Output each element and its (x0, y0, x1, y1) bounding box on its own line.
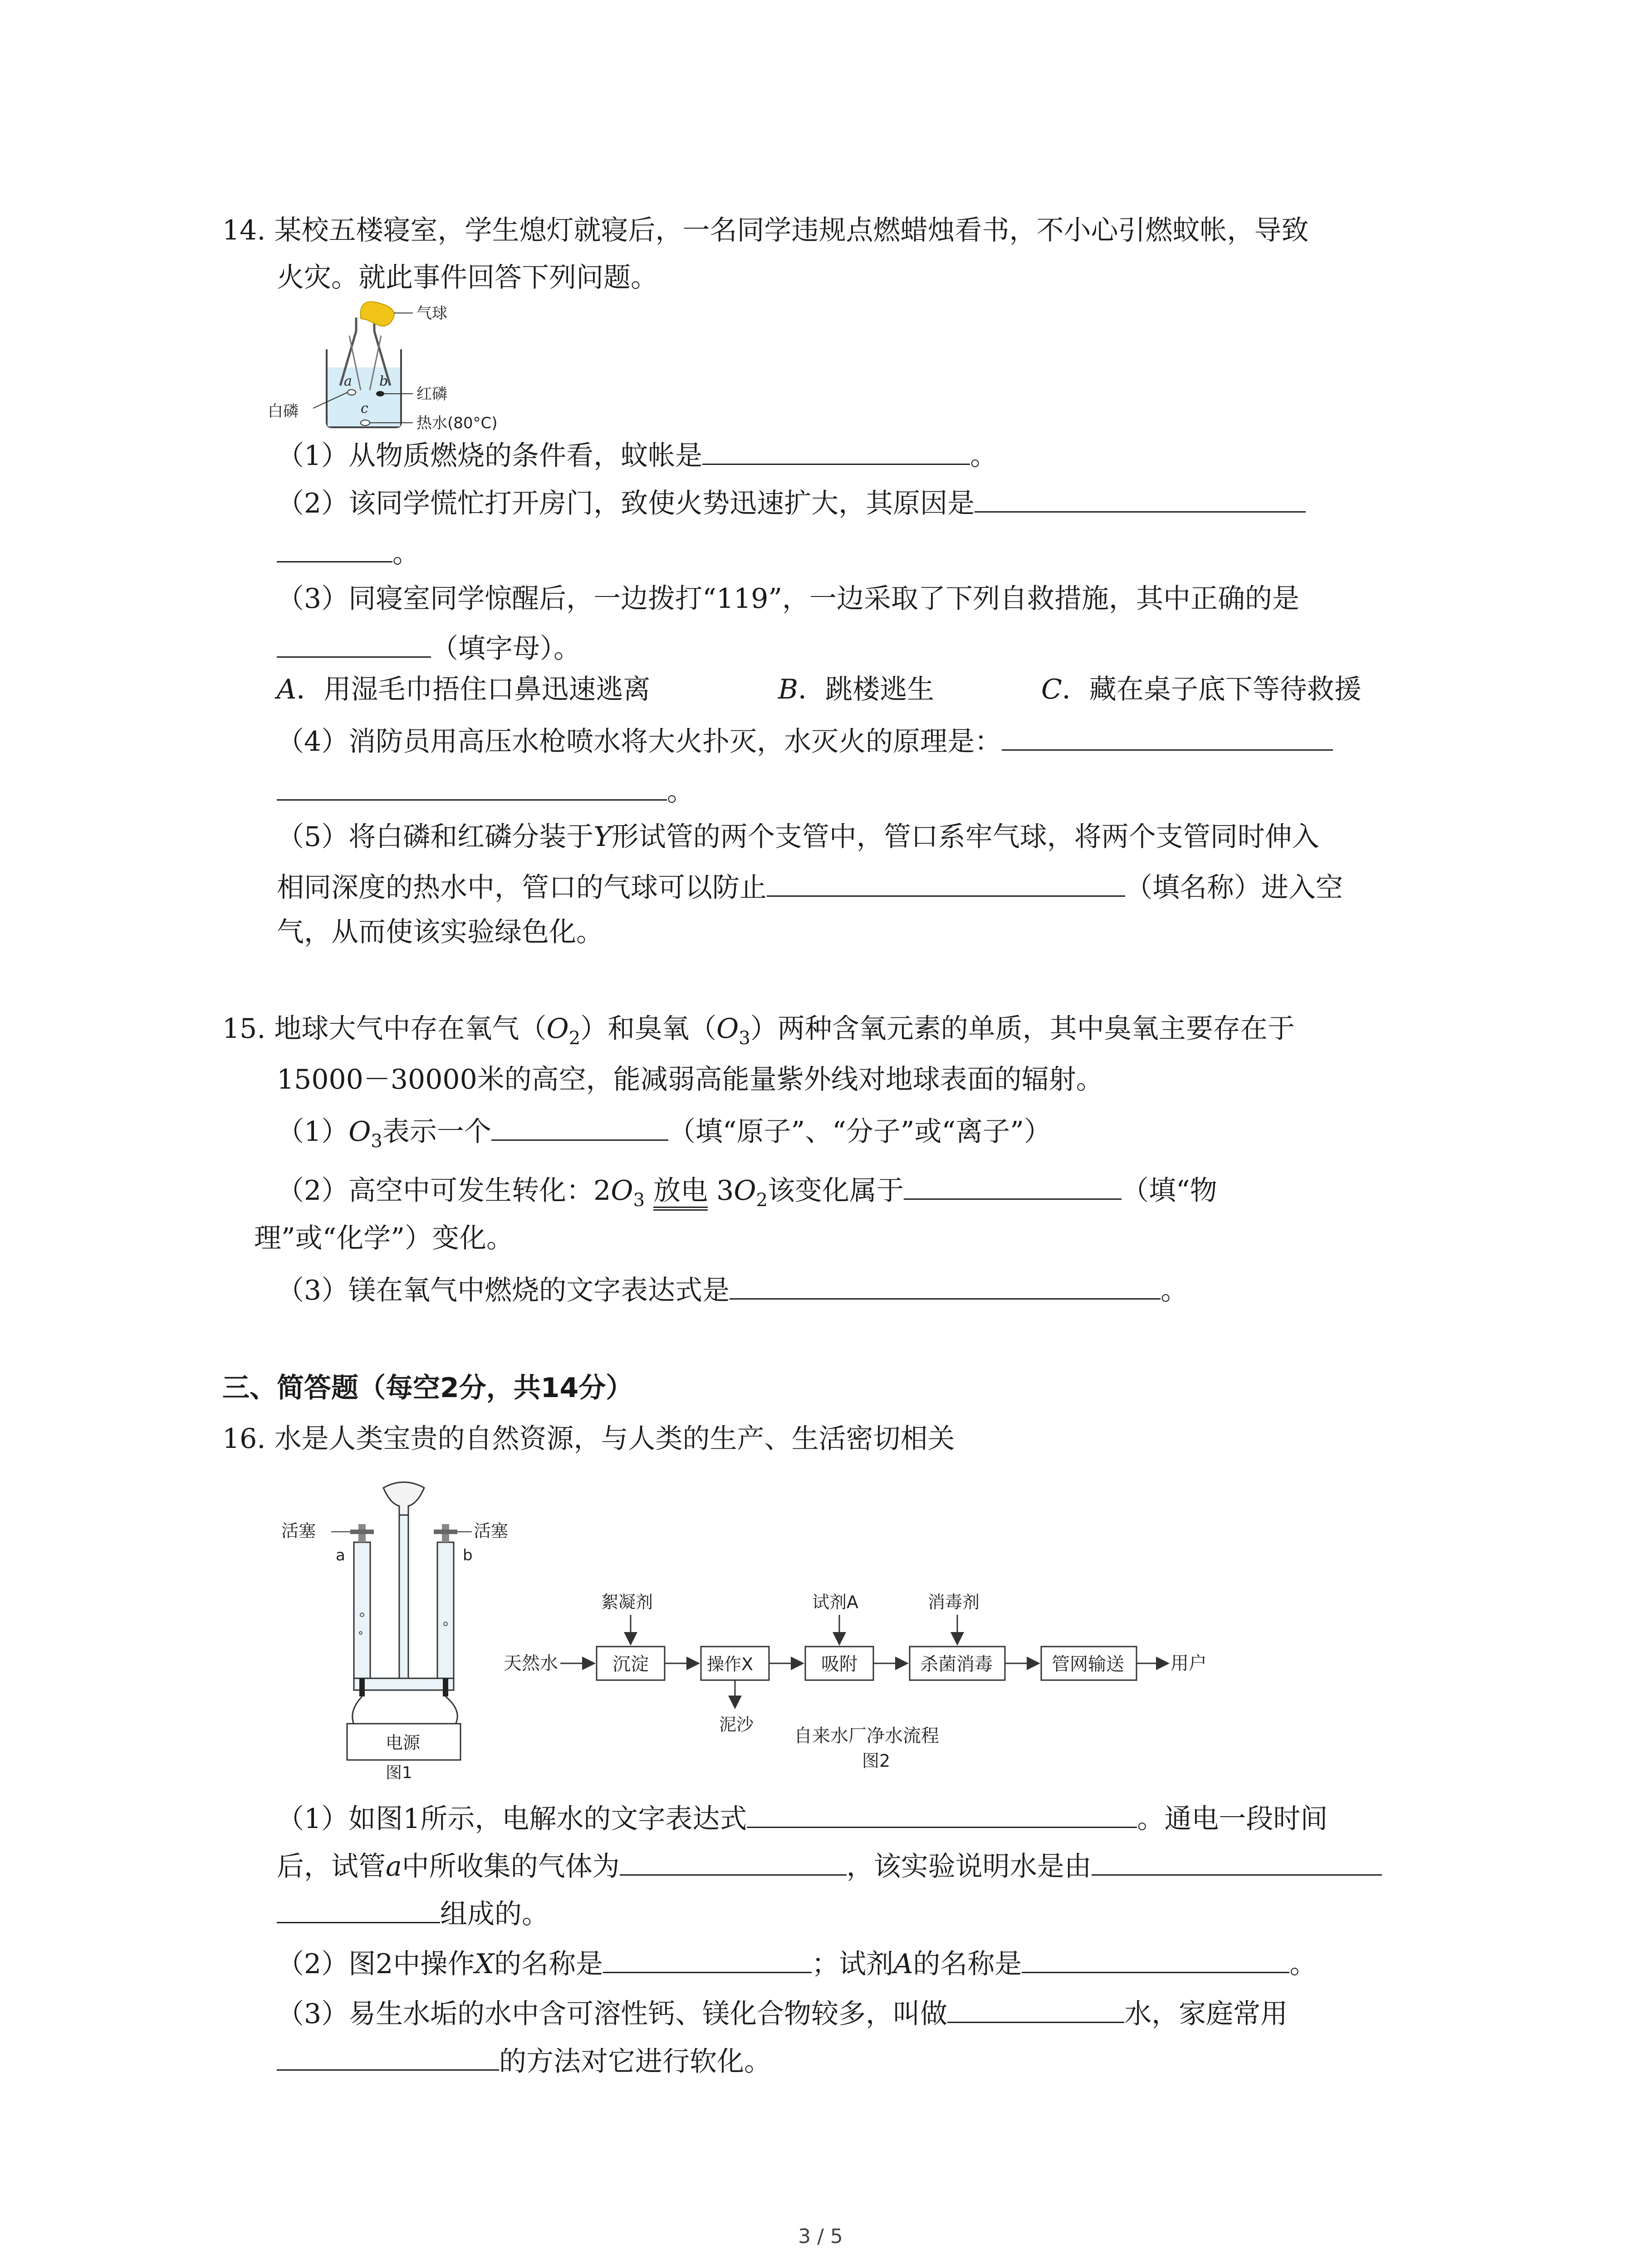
q14-part4: （4）消防员用高压水枪喷水将大火扑灭，水灭火的原理是： (277, 721, 1333, 760)
step-sedimentation: 沉淀 (612, 1654, 649, 1675)
answer-blank[interactable] (1092, 1846, 1382, 1876)
tube-b-label: b (463, 1546, 473, 1564)
byproduct-silt: 泥沙 (719, 1715, 754, 1735)
answer-blank[interactable] (277, 533, 392, 562)
q14-stem-line1: 14. 某校五楼寝室，学生熄灯就寝后，一名同学违规点燃蜡烛看书，不小心引燃蚊帐，导致 (222, 215, 1309, 246)
q16-part2: （2）图2中操作X的名称是 ；试剂A的名称是 。 (277, 1944, 1317, 1982)
step-adsorption: 吸附 (821, 1654, 857, 1675)
q16-part3: （3）易生水垢的水中含可溶性钙、镁化合物较多，叫做 水，家庭常用 (277, 1994, 1288, 2032)
q15-part3: （3）镁在氧气中燃烧的文字表达式是 。 (277, 1270, 1188, 1309)
q14-part3: （3）同寝室同学惊醒后，一边拨打“119”，一边采取了下列自救措施，其中正确的是 (277, 583, 1300, 615)
answer-blank[interactable] (904, 1170, 1122, 1200)
reaction-condition: 放电 (653, 1175, 708, 1211)
reagent-flocculant: 絮凝剂 (601, 1592, 653, 1612)
sink-users: 用户 (1171, 1653, 1207, 1674)
q14-part1: （1）从物质燃烧的条件看，蚊帐是 。 (277, 435, 997, 474)
step-pipeline: 管网输送 (1052, 1654, 1124, 1675)
q14-part5-line3: 气，从而使该实验绿色化。 (277, 916, 603, 948)
power-supply-label: 电源 (386, 1733, 421, 1753)
q14-option-c: C．藏在桌子底下等待救援 (1041, 674, 1362, 705)
y-tube-figure (268, 299, 558, 431)
q15-part1: $(1)O_3$表示一个 （填“原子”、“分子”或“离子”） (277, 1111, 1051, 1150)
figure1-caption: 图1 (386, 1764, 412, 1782)
answer-blank[interactable] (975, 483, 1306, 513)
answer-blank[interactable] (277, 2041, 499, 2071)
answer-blank[interactable] (1022, 1944, 1289, 1973)
q15-stem-line1: 15. 地球大气中存在氧气$(O_2)$和臭氧$(O_3)$两种含氧元素的单质，其中臭氧主要存在于 (222, 1013, 1295, 1049)
answer-blank[interactable] (277, 628, 431, 658)
answer-blank[interactable] (603, 1944, 812, 1973)
answer-blank[interactable] (947, 1994, 1124, 2023)
q14-option-b: B．跳楼逃生 (778, 674, 935, 705)
figure2-caption: 图2 (862, 1751, 891, 1771)
tube-a-label: a (336, 1546, 345, 1564)
q16-stem: 16. 水是人类宝贵的自然资源，与人类的生产、生活密切相关 (222, 1423, 955, 1455)
answer-blank[interactable] (702, 435, 970, 465)
fig-label-white-phosphorus: 白磷 (268, 402, 299, 420)
q14-part5: （5）将白磷和红磷分装于Y形试管的两个支管中，管口系牢气球，将两个支管同时伸入 (277, 821, 1319, 853)
stopcock-right-label: 活塞 (474, 1521, 509, 1541)
fig-label-hot-water: 热水(80°C) (416, 414, 498, 431)
page-number: 3 / 5 (798, 2225, 843, 2248)
answer-blank[interactable] (620, 1846, 847, 1876)
section-title: 三、简答题（每空2分，共14分） (222, 1372, 633, 1404)
fig-label-c: c (361, 401, 368, 416)
flowchart-title: 自来水厂净水流程 (794, 1725, 939, 1746)
answer-blank[interactable] (277, 1894, 440, 1923)
q15-part2: （2）高空中可发生转化：$2O_3$ 放电 $3O_2$该变化属于 （填“物 (277, 1170, 1217, 1211)
answer-blank[interactable] (730, 1270, 1161, 1300)
answer-blank[interactable] (767, 867, 1125, 897)
q16-part3-line2: 的方法对它进行软化。 (277, 2041, 771, 2080)
q16-part1-line3: 组成的。 (277, 1894, 549, 1932)
source-natural-water: 天然水 (504, 1653, 558, 1674)
q16-part1: （1）如图1所示，电解水的文字表达式 。通电一段时间 (277, 1799, 1327, 1837)
q15-stem-line2: 15000－30000米的高空，能减弱高能量紫外线对地球表面的辐射。 (277, 1064, 1103, 1095)
step-disinfection: 杀菌消毒 (920, 1654, 993, 1675)
q14-part5-line2: 相同深度的热水中，管口的气球可以防止 （填名称）进入空 (277, 867, 1343, 906)
q14-part3-cont: （填字母）。 (277, 628, 581, 667)
reagent-a: 试剂A (812, 1592, 858, 1612)
balloon-shape (361, 302, 394, 326)
q14-stem-line2: 火灾。就此事件回答下列问题。 (277, 262, 658, 293)
q14-part4-cont: 。 (277, 771, 694, 810)
q14-part2-cont: 。 (277, 533, 420, 572)
step-operation-x: 操作X (707, 1654, 754, 1674)
fig-label-b: b (379, 373, 388, 389)
electrolysis-figure (272, 1479, 526, 1783)
q14-part2: （2）该同学慌忙打开房门，致使火势迅速扩大，其原因是 (277, 483, 1306, 522)
q14-option-a: A．用湿毛巾捂住口鼻迅速逃离 (277, 674, 651, 705)
q16-part1-line2: 后，试管a中所收集的气体为 ，该实验说明水是由 (277, 1846, 1382, 1885)
answer-blank[interactable] (747, 1799, 1137, 1828)
fig-label-a: a (344, 373, 352, 389)
water-treatment-flowchart (504, 1588, 1248, 1787)
q15-part2-line2: 理”或“化学”）变化。 (254, 1222, 514, 1254)
fig-label-balloon: 气球 (416, 304, 447, 323)
answer-blank[interactable] (277, 771, 667, 801)
reagent-disinfectant: 消毒剂 (928, 1592, 980, 1612)
fig-label-red-phosphorus: 红磷 (416, 385, 447, 403)
answer-blank[interactable] (1002, 721, 1333, 751)
answer-blank[interactable] (491, 1111, 668, 1141)
stopcock-left-label: 活塞 (281, 1521, 316, 1541)
